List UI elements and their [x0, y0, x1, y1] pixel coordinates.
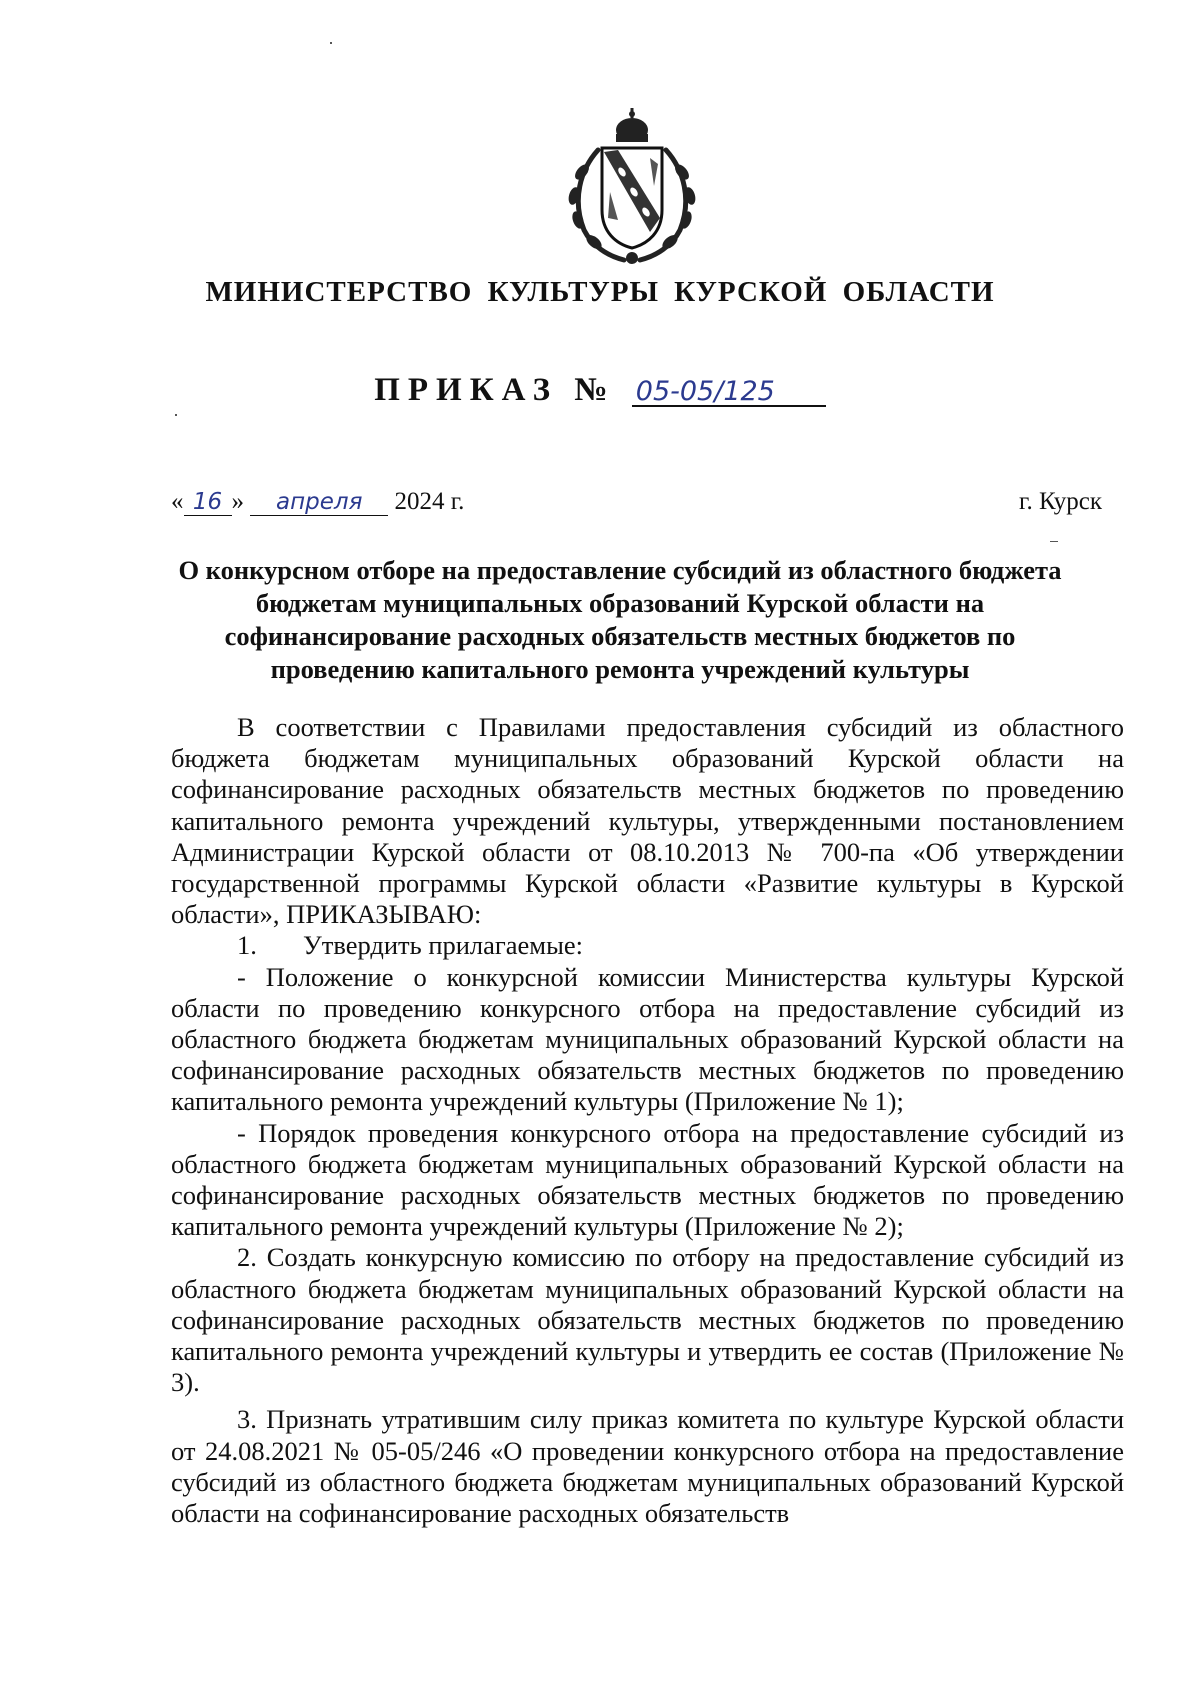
item-2: 2. Создать конкурсную комиссию по отбору на предоставление субсидий из областного бюджета бюджетам муниципальных образований Курской области на софинансирование расходных обязательств местных бюджетов по проведению капитального ремонта учреждений культуры и утвердить ее состав (Приложение № 3). [171, 1242, 1124, 1398]
item-3: 3. Признать утратившим силу приказ комитета по культуре Курской области от 24.08.2021 № 05-05/246 «О проведении конкурсного отбора на предоставление субсидий из областного бюджета бюджетам муниципальных образований Курской области на софинансирование расходных обязательств [171, 1404, 1124, 1529]
scan-speck [175, 414, 177, 416]
scan-speck [330, 42, 332, 44]
number-sign: № [574, 372, 616, 408]
order-title: О конкурсном отборе на предоставление субсидий из областного бюджета бюджетам муниципальных образований Курской области на софинансирование расходных обязательств местных бюджетов по проведению капитального ремонта учреждений культуры [178, 555, 1062, 684]
item-1 [171, 930, 1124, 961]
date-open-quote: « [171, 488, 184, 515]
date-month-handwritten: апреля [250, 489, 388, 516]
order-word: ПРИКАЗ [374, 372, 559, 408]
intro-paragraph: В соответствии с Правилами предоставления субсидий из областного бюджета бюджетам муниципальных образований Курской области на софинансирование расходных обязательств местных бюджетов по проведению капитального ремонта учреждений культуры, утвержденными постановлением Администрации Курской области от 08.10.2013 № 700-па «Об утверждении государственной программы Курской области «Развитие культуры в Курской области», ПРИКАЗЫВАЮ: [171, 712, 1124, 930]
order-date [171, 488, 464, 516]
coat-of-arms-icon [558, 100, 706, 268]
date-year: 2024 г. [394, 488, 465, 515]
item-1-number: 1. [237, 930, 257, 961]
item-1-text: Утвердить прилагаемые: [303, 930, 584, 961]
ministry-name: МИНИСТЕРСТВО КУЛЬТУРЫ КУРСКОЙ ОБЛАСТИ [205, 276, 995, 308]
order-heading [0, 372, 1200, 409]
scan-speck [1050, 541, 1058, 542]
date-close-quote: » [231, 488, 244, 515]
date-day-handwritten: 16 [184, 489, 232, 516]
item-1-sub-1: - Положение о конкурсной комиссии Министерства культуры Курской области по проведению конкурсного отбора на предоставление субсидий из областного бюджета бюджетам муниципальных образований Курской области на софинансирование расходных обязательств местных бюджетов по проведению капитального ремонта учреждений культуры (Приложение № 1); [171, 961, 1124, 1117]
order-body [171, 712, 1124, 1529]
item-1-sub-2: - Порядок проведения конкурсного отбора на предоставление субсидий из областного бюджета бюджетам муниципальных образований Курской области на софинансирование расходных обязательств местных бюджетов по проведению капитального ремонта учреждений культуры (Приложение № 2); [171, 1117, 1124, 1242]
order-city: г. Курск [1019, 488, 1102, 515]
order-number-handwritten: 05-05/125 [632, 378, 826, 407]
